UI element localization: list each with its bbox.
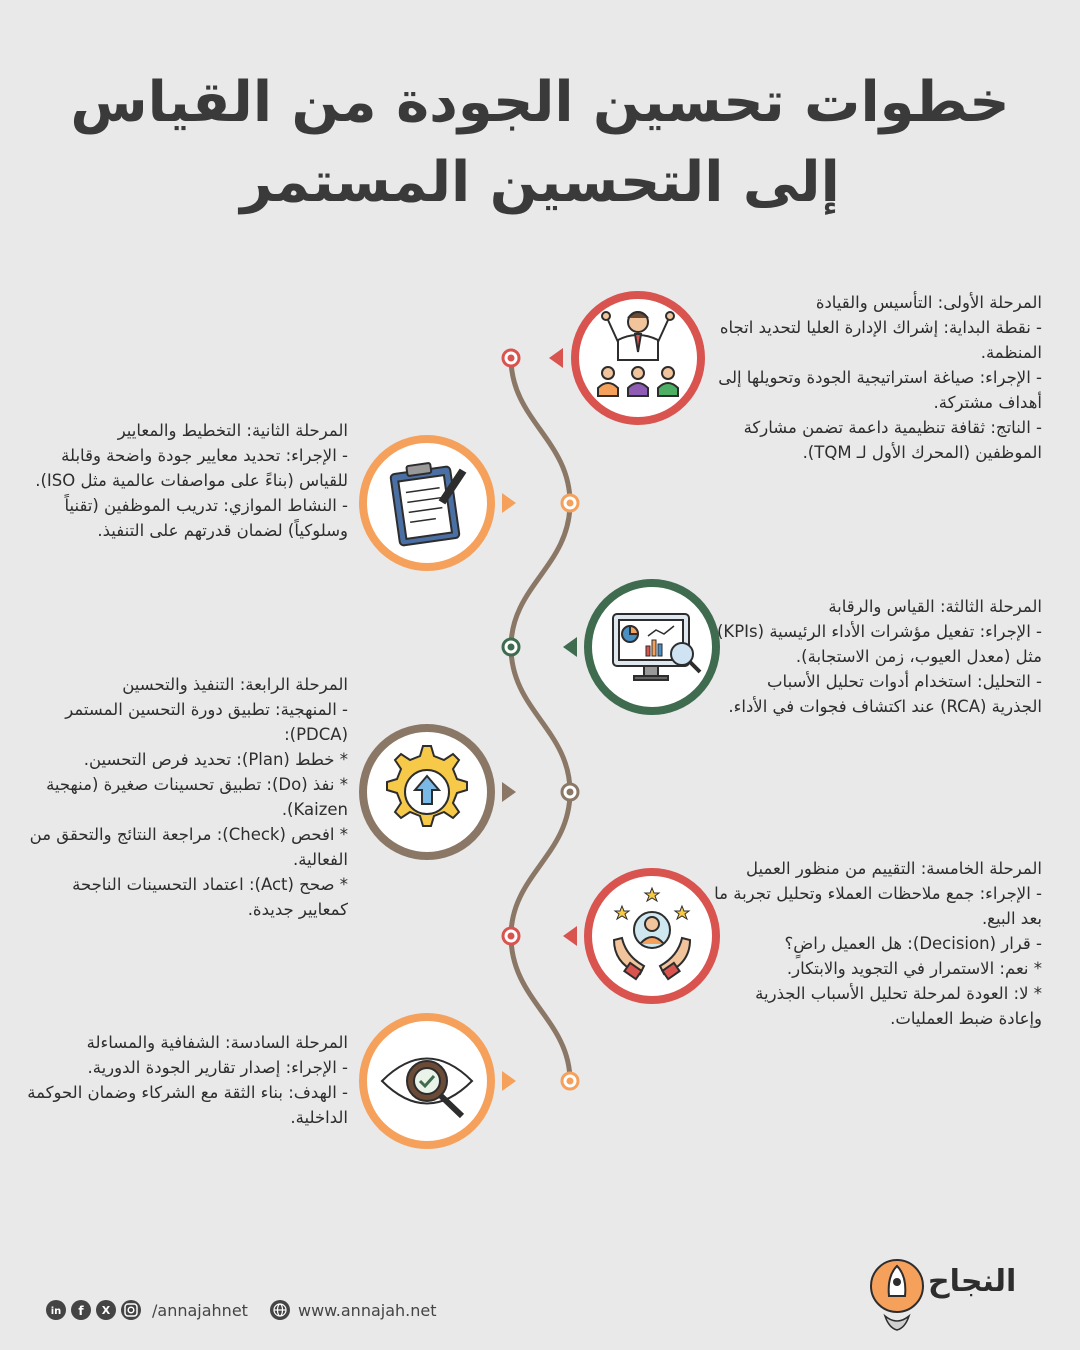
brand-name: النجاح [928,1264,1017,1299]
stage-3-text: المرحلة الثالثة: القياس والرقابة - الإجراء: تفعيل مؤشرات الأداء الرئيسية (KPIs) مثل (معدل العيوب، زمن الاستجابة). - التحليل: استخدام أدوات تحليل الأسباب الجذرية (RCA) عند اكتشاف فجوات في الأداء. [716,597,1042,716]
instagram-icon [121,1300,141,1320]
arrow-1 [549,348,563,368]
svg-text:in: in [50,1306,62,1317]
arrow-2 [502,493,516,513]
timeline-dot-4 [562,784,578,800]
facebook-icon [71,1300,91,1320]
website-link[interactable]: www.annajah.net [298,1301,437,1320]
gear-upgrade-icon [387,746,467,826]
timeline-dot-1 [503,350,519,366]
social-handle[interactable]: /annajahnet [152,1301,248,1320]
brand-logo-icon [871,1260,923,1330]
page-title-line1: خطوات تحسين الجودة من القياس [70,70,1010,135]
stage-2-text: المرحلة الثانية: التخطيط والمعايير - الإجراء: تحديد معايير جودة واضحة وقابلة للقياس (بناءً على مواصفات عالمية مثل ISO). - النشاط الموازي: تدريب الموظفين (تقنياً وسلوكياً) لضمان قدرتهم على التنفيذ. [35,421,348,540]
globe-icon [270,1300,290,1320]
timeline-dot-3 [503,639,519,655]
stage-5-text: المرحلة الخامسة: التقييم من منظور العميل - الإجراء: جمع ملاحظات العملاء وتحليل تجربة ما بعد البيع. - قرار (Decision): هل العميل راضٍ؟ * نعم: الاستمرار في التجويد والابتكار. * لا: العودة لمرحلة تحليل الأسباب الجذرية وإعادة ضبط العمليات. [714,859,1042,1028]
x-icon [96,1300,116,1320]
arrow-3 [563,637,577,657]
timeline-path [511,358,570,1081]
page-title-line2: إلى التحسين المستمر [240,150,840,215]
timeline-dot-2 [562,495,578,511]
timeline-dot-5 [503,928,519,944]
svg-text:X: X [101,1304,111,1317]
arrow-4 [502,782,516,802]
svg-text:f: f [78,1304,84,1318]
stage-4-text: المرحلة الرابعة: التنفيذ والتحسين - المنهجية: تطبيق دورة التحسين المستمر (PDCA): * خطط (Plan): تحديد فرص التحسين. * نفذ (Do): تطبيق تحسينات صغيرة (منهجية Kaizen). * افحص (Check): مراجعة النتائج والتحقق من الفعالية. * صحح (Act): اعتماد التحسينات الناجحة كمعايير جديدة. [29,675,348,919]
linkedin-icon [46,1300,66,1320]
timeline-dot-6 [562,1073,578,1089]
stage-6-text: المرحلة السادسة: الشفافية والمساءلة - الإجراء: إصدار تقارير الجودة الدورية. - الهدف: بناء الثقة مع الشركاء وضمان الحوكمة الداخلية. [27,1033,348,1127]
arrow-6 [502,1071,516,1091]
arrow-5 [563,926,577,946]
stage-1-text: المرحلة الأولى: التأسيس والقيادة - نقطة البداية: إشراك الإدارة العليا لتحديد اتجاه المنظمة. - الإجراء: صياغة استراتيجية الجودة وتحويلها إلى أهداف مشتركة. - الناتج: ثقافة تنظيمية داعمة تضمن مشاركة الموظفين (المحرك الأول لـ TQM). [718,293,1042,462]
